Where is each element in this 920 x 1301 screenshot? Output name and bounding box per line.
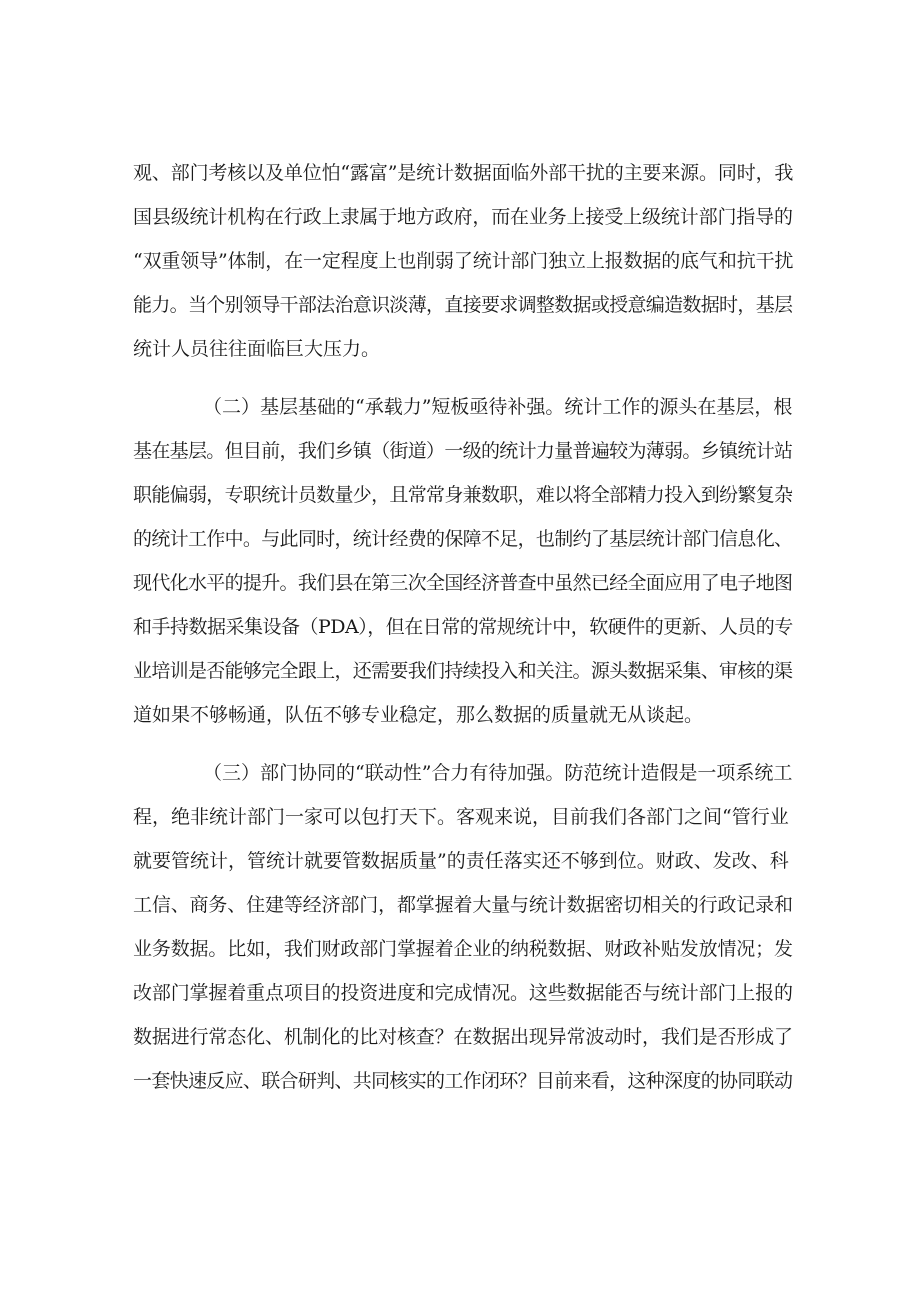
- text-line: 工信、商务、住建等经济部门，都掌握着大量与统计数据密切相关的行政记录和: [133, 894, 793, 916]
- text-line: 程，绝非统计部门一家可以包打天下。客观来说，目前我们各部门之间“管行业: [133, 806, 789, 828]
- text-line: 现代化水平的提升。我们县在第三次全国经济普查中虽然已经全面应用了电子地图: [133, 572, 793, 594]
- text-line: 改部门掌握着重点项目的投资进度和完成情况。这些数据能否与统计部门上报的: [133, 982, 793, 1004]
- text-line: 业务数据。比如，我们财政部门掌握着企业的纳税数据、财政补贴发放情况；发: [133, 938, 793, 960]
- text-line: 的统计工作中。与此同时，统计经费的保障不足，也制约了基层统计部门信息化、: [133, 528, 793, 550]
- text-line: 数据进行常态化、机制化的比对核查？在数据出现异常波动时，我们是否形成了: [133, 1026, 793, 1048]
- text-line: “双重领导”体制，在一定程度上也削弱了统计部门独立上报数据的底气和抗干扰: [133, 250, 794, 272]
- text-line: 一套快速反应、联合研判、共同核实的工作闭环？目前来看，这种深度的协同联动: [133, 1070, 793, 1092]
- text-line: 道如果不够畅通，队伍不够专业稳定，那么数据的质量就无从谈起。: [133, 704, 704, 726]
- text-line: 就要管统计，管统计就要管数据质量”的责任落实还不够到位。财政、发改、科: [133, 850, 789, 872]
- section-heading-line: （三）部门协同的“联动性”合力有待加强。防范统计造假是一项系统工: [203, 762, 793, 784]
- text-line: 和手持数据采集设备（PDA），但在日常的常规统计中，软硬件的更新、人员的专: [133, 616, 793, 638]
- text-line: 职能偏弱，专职统计员数量少，且常常身兼数职，难以将全部精力投入到纷繁复杂: [133, 484, 793, 506]
- text-line: 统计人员往往面临巨大压力。: [133, 338, 381, 360]
- text-line: 国县级统计机构在行政上隶属于地方政府，而在业务上接受上级统计部门指导的: [133, 206, 793, 228]
- text-line: 观、部门考核以及单位怕“露富”是统计数据面临外部干扰的主要来源。同时，我: [133, 162, 794, 184]
- text-line: 业培训是否能够完全跟上，还需要我们持续投入和关注。源头数据采集、审核的渠: [133, 660, 793, 682]
- text-line: 能力。当个别领导干部法治意识淡薄，直接要求调整数据或授意编造数据时，基层: [133, 294, 793, 316]
- text-line: 基在基层。但目前，我们乡镇（街道）一级的统计力量普遍较为薄弱。乡镇统计站: [133, 440, 793, 462]
- section-heading-line: （二）基层基础的“承载力”短板亟待补强。统计工作的源头在基层，根: [203, 396, 793, 418]
